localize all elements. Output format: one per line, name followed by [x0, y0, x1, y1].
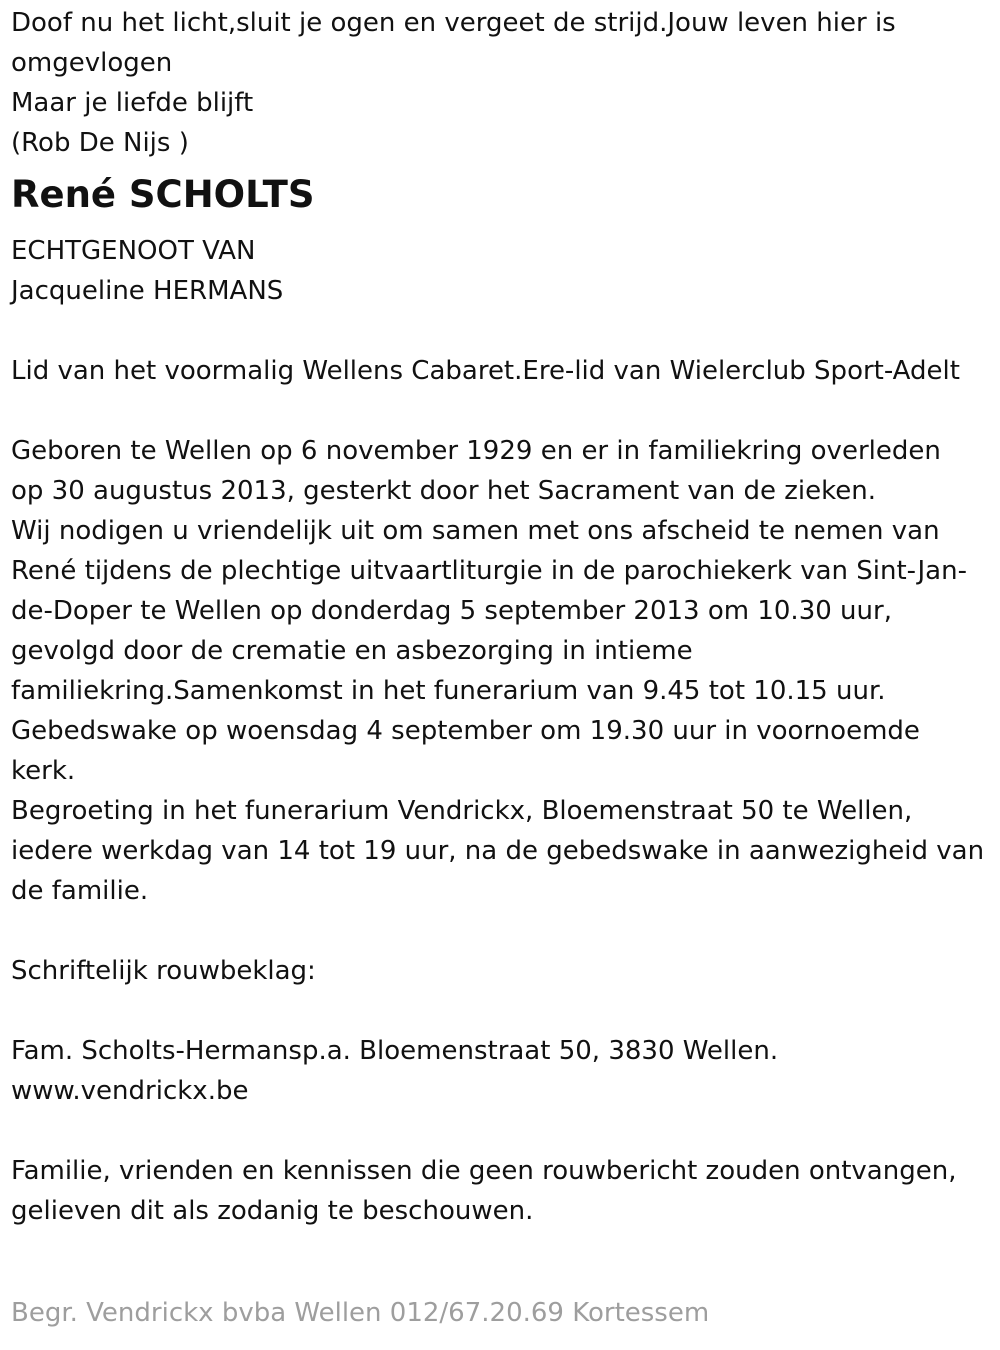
details-block [11, 431, 991, 911]
spacer [11, 911, 991, 951]
details-line: Begroeting in het funerarium Vendrickx, Bloemenstraat 50 te Wellen, [11, 796, 913, 826]
poem-line: Maar je liefde blijft [11, 88, 254, 118]
details-line: de-Doper te Wellen op donderdag 5 september 2013 om 10.30 uur, [11, 596, 892, 626]
poem-line: omgevlogen [11, 48, 173, 78]
relation-line: ECHTGENOOT VAN [11, 236, 256, 266]
spouse-name: Jacqueline HERMANS [11, 276, 284, 306]
poem-line: Doof nu het licht,sluit je ogen en vergeet de strijd.Jouw leven hier is [11, 8, 896, 38]
details-line: gevolgd door de crematie en asbezorging in intieme [11, 636, 693, 666]
notice-block [11, 1151, 991, 1231]
details-line: René tijdens de plechtige uitvaartliturgie in de parochiekerk van Sint-Jan- [11, 556, 967, 586]
notice-line: Familie, vrienden en kennissen die geen rouwbericht zouden ontvangen, [11, 1156, 957, 1186]
memberships-text: Lid van het voormalig Wellens Cabaret.Ere-lid van Wielerclub Sport-Adelt [11, 356, 960, 386]
spacer [11, 1111, 991, 1151]
condolence-block [11, 1031, 991, 1111]
relation-block [11, 231, 991, 311]
details-line: Gebedswake op woensdag 4 september om 19.30 uur in voornoemde [11, 716, 920, 746]
poem-block [11, 3, 991, 163]
obituary-document [11, 3, 991, 1231]
spacer [11, 991, 991, 1031]
details-line: Geboren te Wellen op 6 november 1929 en er in familiekring overleden [11, 436, 941, 466]
undertaker-footer: Begr. Vendrickx bvba Wellen 012/67.20.69 Kortessem [11, 1298, 710, 1328]
deceased-name: René SCHOLTS [11, 173, 315, 216]
details-line: kerk. [11, 756, 76, 786]
details-line: Wij nodigen u vriendelijk uit om samen met ons afscheid te nemen van [11, 516, 940, 546]
poem-attribution: (Rob De Nijs ) [11, 128, 189, 158]
details-line: de familie. [11, 876, 149, 906]
website-link[interactable]: www.vendrickx.be [11, 1076, 249, 1106]
spacer [11, 391, 991, 431]
condolence-heading: Schriftelijk rouwbeklag: [11, 956, 316, 986]
details-line: familiekring.Samenkomst in het funerarium van 9.45 tot 10.15 uur. [11, 676, 886, 706]
details-line: iedere werkdag van 14 tot 19 uur, na de gebedswake in aanwezigheid van [11, 836, 985, 866]
details-line: op 30 augustus 2013, gesterkt door het Sacrament van de zieken. [11, 476, 876, 506]
spacer [11, 311, 991, 351]
condolence-address: Fam. Scholts-Hermansp.a. Bloemenstraat 50, 3830 Wellen. [11, 1036, 779, 1066]
notice-line: gelieven dit als zodanig te beschouwen. [11, 1196, 534, 1226]
